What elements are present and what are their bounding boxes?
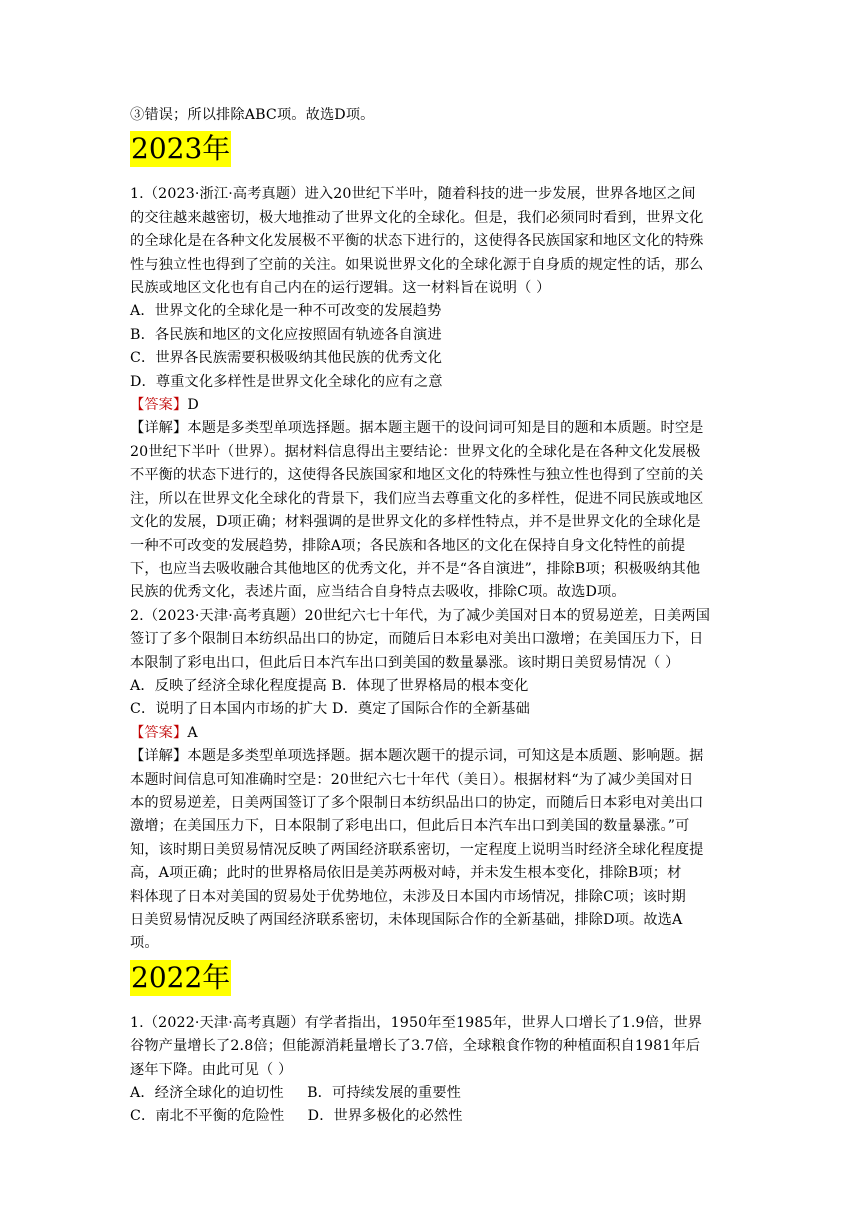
question-stem-line: 2.（2023·天津·高考真题）20世纪六七十年代，为了减少美国对日本的贸易逆差，日美两国 (130, 607, 711, 624)
detail-line: 激增；在美国压力下，日本限制了彩电出口，但此后日本汽车出口到美国的数量暴涨。”可 (130, 818, 690, 835)
section-2022 (130, 956, 736, 1129)
question-stem-line: 的交往越来越密切，极大地推动了世界文化的全球化。但是，我们必须同时看到，世界文化 (130, 209, 704, 226)
detail-line: 【详解】本题是多类型单项选择题。据本题次题干的提示词，可知这是本质题、影响题。据 (130, 748, 704, 765)
detail-line: 不平衡的状态下进行的，这使得各民族国家和地区文化的特殊性与独立性也得到了空前的关 (130, 467, 704, 484)
option-line: C．南北不平衡的危险性 D．世界多极化的必然性 (130, 1108, 463, 1125)
year-heading: 2023年 (131, 132, 231, 166)
intro-line: ③错误；所以排除ABC项。故选D项。 (130, 107, 375, 123)
section-2023 (130, 127, 736, 955)
detail-line: 一种不可改变的发展趋势，排除A项；各民族和各地区的文化在保持自身文化特性的前提 (130, 537, 686, 554)
answer-value: D (187, 397, 199, 414)
option-line: A．世界文化的全球化是一种不可改变的发展趋势 (130, 303, 442, 320)
detail-line: 项。 (130, 935, 159, 952)
detail-line: 高，A项正确；此时的世界格局依旧是美苏两极对峙，并未发生根本变化，排除B项；材 (130, 865, 682, 882)
question-stem-line: 本限制了彩电出口，但此后日本汽车出口到美国的数量暴涨。该时期日美贸易情况（ ） (130, 654, 680, 671)
detail-line: 文化的发展，D项正确；材料强调的是世界文化的多样性特点，并不是世界文化的全球化是 (130, 514, 701, 531)
detail-line: 下，也应当去吸收融合其他地区的优秀文化，并不是“各自演进”，排除B项；积极吸纳其他 (130, 560, 701, 577)
answer-label: 【答案】 (130, 724, 188, 741)
year-heading: 2022年 (131, 960, 231, 994)
answer-value: A (187, 724, 198, 741)
question-2023-2 (130, 605, 736, 956)
option-line: A．反映了经济全球化程度提高 B．体现了世界格局的根本变化 (130, 677, 529, 694)
answer-line (130, 394, 736, 417)
option-line: A．经济全球化的迫切性 B．可持续发展的重要性 (130, 1085, 462, 1102)
option-line: B．各民族和地区的文化应按照固有轨迹各自演进 (130, 326, 442, 343)
question-stem-line: 1.（2023·浙江·高考真题）进入20世纪下半叶，随着科技的进一步发展，世界各地区之间 (130, 186, 696, 203)
question-stem-line: 签订了多个限制日本纺织品出口的协定，而随后日本彩电对美出口激增；在美国压力下，日 (130, 631, 704, 648)
answer-line (130, 722, 736, 745)
detail-line: 日美贸易情况反映了两国经济联系密切，未体现国际合作的全新基础，排除D项。故选A (130, 912, 683, 928)
detail-line: 本的贸易逆差，日美两国签订了多个限制日本纺织品出口的协定，而随后日本彩电对美出口 (130, 794, 704, 811)
detail-line: 本题时间信息可知准确时空是：20世纪六七十年代（美日）。根据材料“为了减少美国对日 (130, 771, 694, 788)
document-page (130, 104, 736, 1129)
question-stem-line: 的全球化是在各种文化发展极不平衡的状态下进行的，这使得各民族国家和地区文化的特殊 (130, 233, 704, 250)
detail-line: 【详解】本题是多类型单项选择题。据本题主题干的设问词可知是目的题和本质题。时空是 (130, 420, 704, 437)
option-line: C．说明了日本国内市场的扩大 D．奠定了国际合作的全新基础 (130, 701, 530, 718)
detail-line: 20世纪下半叶（世界）。据材料信息得出主要结论：世界文化的全球化是在各种文化发展极 (130, 443, 701, 460)
question-stem-line: 性与独立性也得到了空前的关注。如果说世界文化的全球化源于自身质的规定性的话，那么 (130, 256, 704, 273)
question-stem-line: 逐年下降。由此可见（ ） (130, 1061, 293, 1078)
option-line: C．世界各民族需要积极吸纳其他民族的优秀文化 (130, 350, 443, 367)
question-2023-1 (130, 183, 736, 604)
question-stem-line: 1.（2022·天津·高考真题）有学者指出，1950年至1985年，世界人口增长了1.9倍，世界 (130, 1014, 703, 1031)
answer-label: 【答案】 (130, 397, 188, 414)
question-stem-line: 谷物产量增长了2.8倍；但能源消耗量增长了3.7倍，全球粮食作物的种植面积自1981年后 (130, 1038, 701, 1055)
option-line: D．尊重文化多样性是世界文化全球化的应有之意 (130, 373, 443, 390)
detail-line: 注，所以在世界文化全球化的背景下，我们应当去尊重文化的多样性，促进不同民族或地区 (130, 490, 704, 507)
question-2022-1 (130, 1012, 736, 1129)
detail-line: 料体现了日本对美国的贸易处于优势地位，未涉及日本国内市场情况，排除C项；该时期 (130, 888, 686, 905)
question-stem-line: 民族或地区文化也有自己内在的运行逻辑。这一材料旨在说明（ ） (130, 280, 551, 297)
detail-line: 知，该时期日美贸易情况反映了两国经济联系密切，一定程度上说明当时经济全球化程度提 (130, 841, 704, 858)
detail-line: 民族的优秀文化，表述片面，应当结合自身特点去吸收，排除C项。故选D项。 (130, 584, 626, 601)
